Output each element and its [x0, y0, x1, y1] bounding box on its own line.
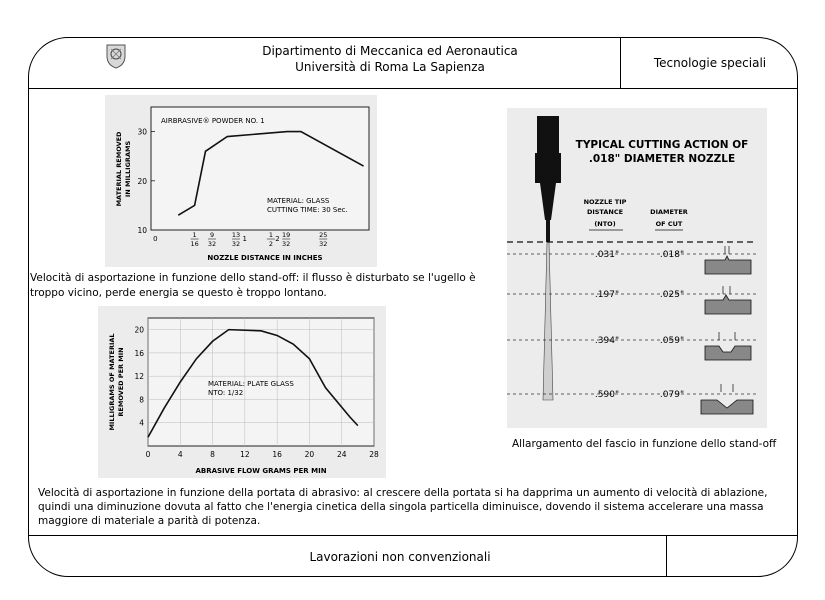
x-tick-denominator: 16 — [190, 240, 199, 248]
diagram-title-line2: .018" DIAMETER NOZZLE — [588, 153, 736, 165]
nozzle-tip — [546, 220, 550, 242]
nozzle-taper — [540, 183, 556, 220]
x-tick-numerator: 1 — [268, 231, 273, 239]
y-tick-label: 16 — [134, 348, 144, 358]
chart-nozzle-distance — [105, 95, 377, 267]
row4-distance: .590" — [594, 390, 620, 400]
nozzle-body — [537, 116, 559, 156]
row2-diameter: .025" — [659, 290, 685, 300]
column-header-distance-1: NOZZLE TIP — [583, 198, 627, 206]
x-tick-numerator: 13 — [231, 231, 241, 239]
chart1-annotation-powder: AIRBRASIVE® POWDER NO. 1 — [161, 117, 265, 125]
x-tick-label: 12 — [240, 450, 250, 459]
caption-flow-line2: quindi una diminuzione dovuta al fatto che l'energia cinetica della singola particella diminuisce, dovendo il sistema accelerare una massa — [38, 501, 764, 513]
row3-diameter: .059" — [659, 336, 685, 346]
y-tick-label: 20 — [134, 325, 144, 335]
x-tick-denominator: 2 — [268, 240, 273, 248]
row4-diameter: .079" — [659, 390, 685, 400]
y-tick-label: 20 — [137, 176, 147, 186]
x-tick-label: 16 — [272, 450, 282, 459]
caption-flow-line1: Velocità di asportazione in funzione della portata di abrasivo: al crescere della portata si ha dapprima un aumento di velocità di ablazione, — [38, 487, 768, 499]
x-tick-label: 4 — [177, 450, 183, 459]
chart1-annotation-material: MATERIAL: GLASS — [267, 197, 330, 205]
row2-distance: .197" — [594, 290, 620, 300]
column-header-distance-3: (NTO) — [594, 220, 616, 228]
x-tick-denominator: 32 — [282, 240, 291, 248]
x-tick-denominator: 32 — [231, 240, 241, 248]
chart1-y-axis-label-2: IN MILLIGRAMS — [124, 140, 132, 198]
x-tick-denominator: 32 — [207, 240, 217, 248]
header-department: Dipartimento di Meccanica ed Aeronautica — [262, 44, 518, 58]
header-right-divider — [620, 37, 621, 89]
x-tick-label: 1 — [242, 235, 247, 243]
chart2-y-axis-label-2: REMOVED PER MIN — [117, 347, 125, 417]
footer-left-divider — [666, 535, 667, 577]
x-tick-denominator: 32 — [319, 240, 328, 248]
column-header-diameter-2: OF CUT — [655, 220, 683, 228]
header-university: Università di Roma La Sapienza — [295, 60, 485, 74]
y-tick-label: 12 — [134, 372, 144, 382]
x-tick-numerator: 25 — [319, 231, 328, 239]
x-tick-numerator: 19 — [282, 231, 291, 239]
column-header-diameter-1: DIAMETER — [650, 208, 688, 216]
chart2-y-axis-label-1: MILLIGRAMS OF MATERIAL — [108, 333, 116, 431]
nozzle-cutting-diagram — [507, 108, 767, 428]
x-tick-label: 2 — [275, 235, 280, 243]
row3-workpiece — [705, 346, 751, 360]
header-divider — [28, 88, 798, 89]
column-header-distance-2: DISTANCE — [586, 208, 624, 216]
row1-workpiece — [705, 256, 751, 274]
chart1-annotation-time: CUTTING TIME: 30 Sec. — [267, 206, 348, 214]
x-tick-label: 20 — [304, 450, 315, 459]
chart1-y-axis-label-1: MATERIAL REMOVED — [115, 131, 123, 207]
chart1-x-axis-label: NOZZLE DISTANCE IN INCHES — [207, 254, 323, 262]
header-course: Tecnologie speciali — [653, 56, 767, 70]
caption-standoff-line1: Velocità di asportazione in funzione dello stand-off: il flusso è disturbato se l'ugello è — [30, 272, 476, 284]
diagram-title-line1: TYPICAL CUTTING ACTION OF — [575, 139, 749, 151]
chart2-x-axis-label: ABRASIVE FLOW GRAMS PER MIN — [195, 467, 327, 475]
x-tick-label: 28 — [369, 450, 379, 459]
y-tick-label: 10 — [137, 226, 147, 235]
footer-divider — [28, 535, 798, 536]
x-tick-label: 24 — [336, 450, 347, 459]
y-tick-label: 8 — [139, 395, 144, 405]
chart2-annotation-material: MATERIAL: PLATE GLASS — [208, 380, 294, 388]
chart2-annotation-nto: NTO: 1/32 — [208, 389, 244, 397]
chart-abrasive-flow — [98, 306, 386, 478]
x-tick-label: 8 — [210, 450, 215, 459]
y-tick-label: 4 — [139, 418, 144, 428]
row4-workpiece — [701, 400, 753, 414]
footer-title: Lavorazioni non convenzionali — [309, 550, 491, 564]
y-tick-label: 30 — [137, 127, 147, 137]
caption-flow-line3: maggiore di materiale a parità di potenza. — [38, 515, 261, 527]
x-tick-label: 0 — [145, 450, 151, 459]
university-seal-logo — [105, 43, 127, 73]
row3-distance: .394" — [594, 336, 620, 346]
x-tick-label: 0 — [153, 235, 158, 243]
x-tick-numerator: 9 — [209, 231, 215, 239]
x-tick-numerator: 1 — [192, 231, 197, 239]
row2-workpiece — [705, 295, 751, 314]
abrasive-stream — [543, 242, 553, 400]
caption-standoff-line2: troppo vicino, perde energia se questo è troppo lontano. — [30, 287, 327, 299]
nozzle-collar — [535, 153, 561, 183]
caption-beam-widening: Allargamento del fascio in funzione dello stand-off — [512, 438, 777, 450]
row1-diameter: .018" — [659, 250, 685, 260]
row1-distance: .031" — [594, 250, 620, 260]
